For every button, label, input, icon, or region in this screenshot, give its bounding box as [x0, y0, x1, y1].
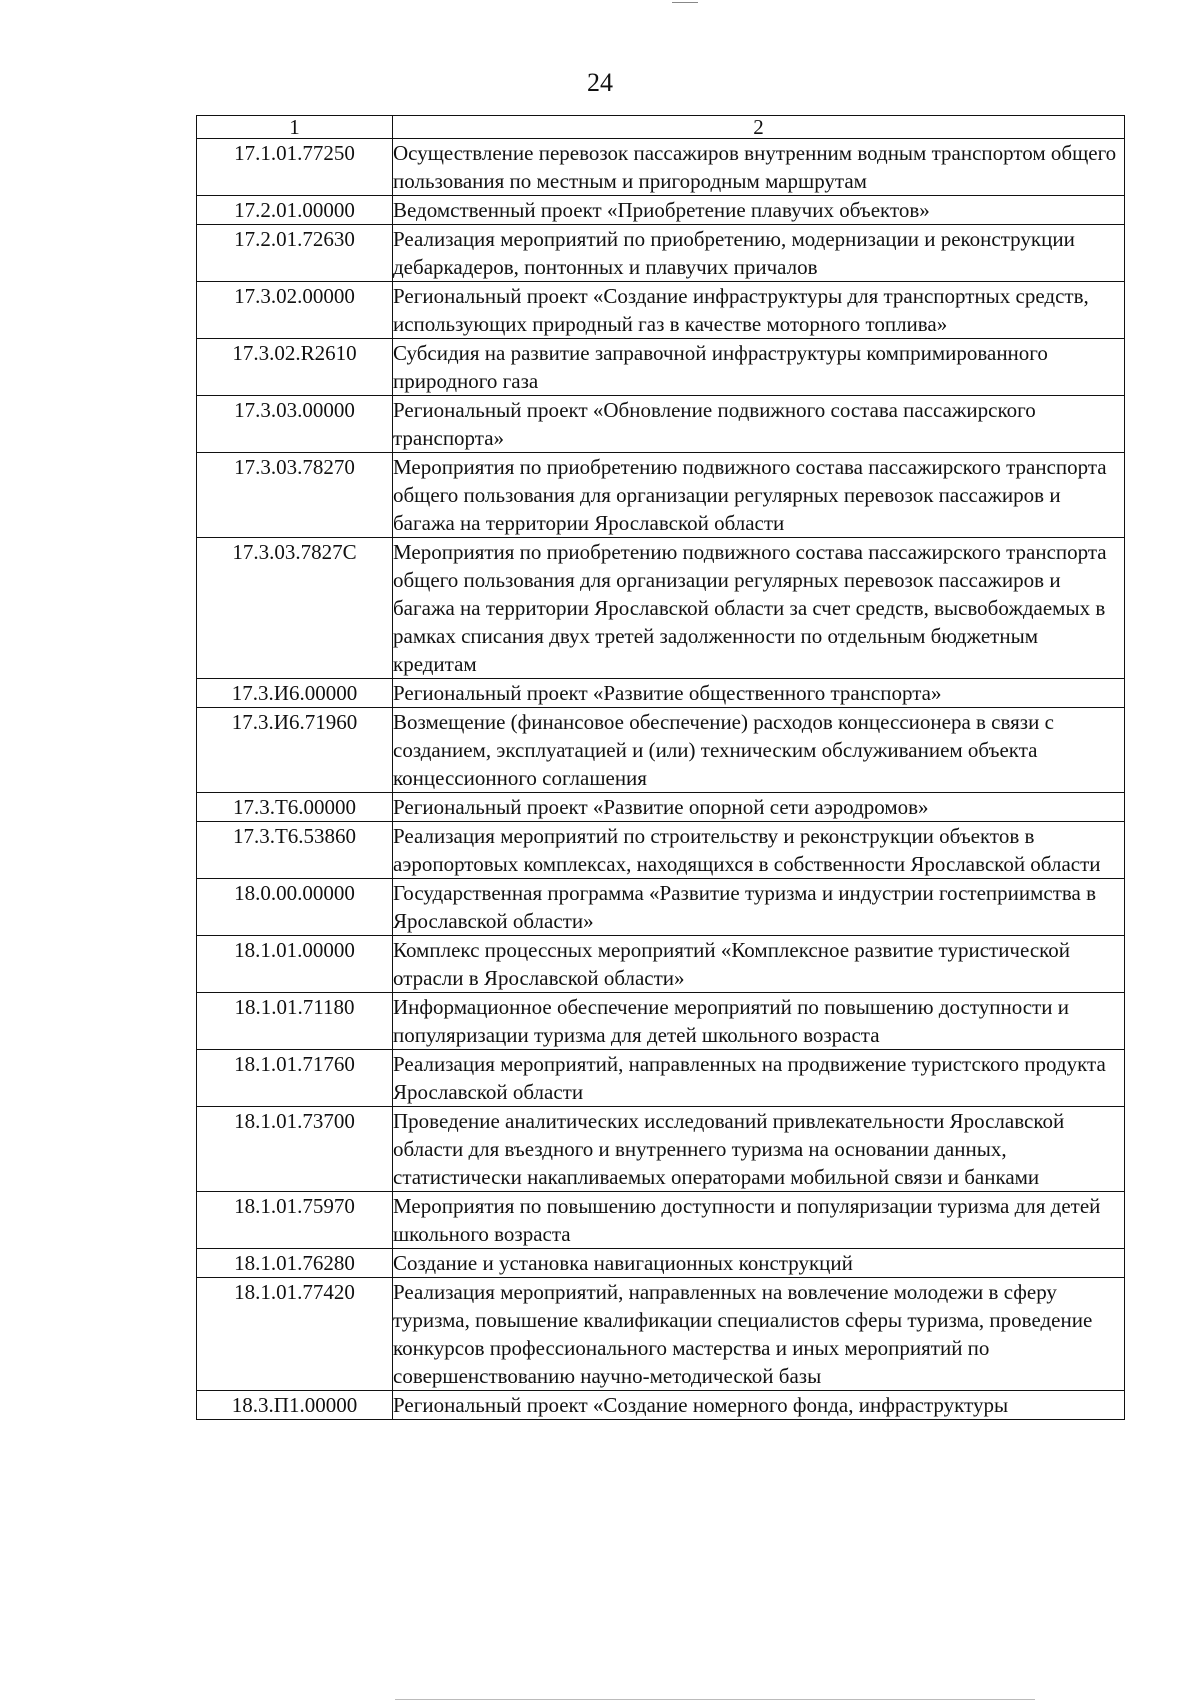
page-number: 24: [587, 68, 613, 97]
row-description: Реализация мероприятий по приобретению, модернизации и реконструкции дебаркадеров, понтонных и плавучих причалов: [393, 225, 1125, 282]
row-code: 17.3.02.R2610: [197, 339, 393, 396]
row-description: Реализация мероприятий, направленных на вовлечение молодежи в сферу туризма, повышение квалификации специалистов сферы туризма, проведение конкурсов профессионального мастерства и иных мероприятий по совершенствованию научно-методической базы: [393, 1278, 1125, 1391]
row-code: 17.1.01.77250: [197, 139, 393, 196]
table-row: [197, 139, 1125, 196]
scan-mark-top: [672, 2, 698, 3]
row-description: Субсидия на развитие заправочной инфраструктуры компримированного природного газа: [393, 339, 1125, 396]
row-code: 17.3.И6.00000: [197, 679, 393, 708]
table-row: [197, 708, 1125, 793]
row-description: Мероприятия по повышению доступности и популяризации туризма для детей школьного возраста: [393, 1192, 1125, 1249]
row-description: Региональный проект «Создание номерного фонда, инфраструктуры: [393, 1391, 1125, 1420]
row-description: Информационное обеспечение мероприятий по повышению доступности и популяризации туризма для детей школьного возраста: [393, 993, 1125, 1050]
table-row: [197, 1249, 1125, 1278]
row-description: Ведомственный проект «Приобретение плавучих объектов»: [393, 196, 1125, 225]
row-description: Мероприятия по приобретению подвижного состава пассажирского транспорта общего пользования для организации регулярных перевозок пассажиров и багажа на территории Ярославской области: [393, 453, 1125, 538]
row-description: Региональный проект «Обновление подвижного состава пассажирского транспорта»: [393, 396, 1125, 453]
row-description: Проведение аналитических исследований привлекательности Ярославской области для въездного и внутреннего туризма на основании данных, статистически накапливаемых операторами мобильной связи и банками: [393, 1107, 1125, 1192]
row-description: Реализация мероприятий по строительству и реконструкции объектов в аэропортовых комплексах, находящихся в собственности Ярославской области: [393, 822, 1125, 879]
row-code: 18.3.П1.00000: [197, 1391, 393, 1420]
header-col-2: 2: [393, 116, 1125, 139]
row-description: Осуществление перевозок пассажиров внутренним водным транспортом общего пользования по местным и пригородным маршрутам: [393, 139, 1125, 196]
row-description: Реализация мероприятий, направленных на продвижение туристского продукта Ярославской области: [393, 1050, 1125, 1107]
classification-table: [196, 115, 1125, 1420]
row-code: 18.1.01.71760: [197, 1050, 393, 1107]
row-code: 17.3.Т6.00000: [197, 793, 393, 822]
row-code: 17.3.03.00000: [197, 396, 393, 453]
table-row: [197, 793, 1125, 822]
table-row: [197, 1107, 1125, 1192]
table-row: [197, 538, 1125, 679]
row-description: Региональный проект «Развитие опорной сети аэродромов»: [393, 793, 1125, 822]
table-row: [197, 282, 1125, 339]
row-code: 18.0.00.00000: [197, 879, 393, 936]
table-row: [197, 339, 1125, 396]
row-code: 17.3.И6.71960: [197, 708, 393, 793]
row-description: Возмещение (финансовое обеспечение) расходов концессионера в связи с созданием, эксплуатацией и (или) техническим обслуживанием объекта концессионного соглашения: [393, 708, 1125, 793]
row-code: 17.2.01.00000: [197, 196, 393, 225]
row-description: Региональный проект «Создание инфраструктуры для транспортных средств, использующих природный газ в качестве моторного топлива»: [393, 282, 1125, 339]
row-code: 18.1.01.77420: [197, 1278, 393, 1391]
scan-mark-bottom: [395, 1699, 1035, 1700]
row-code: 18.1.01.75970: [197, 1192, 393, 1249]
row-description: Региональный проект «Развитие общественного транспорта»: [393, 679, 1125, 708]
row-code: 18.1.01.71180: [197, 993, 393, 1050]
row-code: 18.1.01.00000: [197, 936, 393, 993]
row-code: 17.2.01.72630: [197, 225, 393, 282]
row-description: Мероприятия по приобретению подвижного состава пассажирского транспорта общего пользования для организации регулярных перевозок пассажиров и багажа на территории Ярославской области за счет средств, высвобождаемых в рамках списания двух третей задолженности по отдельным бюджетным кредитам: [393, 538, 1125, 679]
row-code: 17.3.Т6.53860: [197, 822, 393, 879]
row-code: 17.3.03.78270: [197, 453, 393, 538]
table-row: [197, 1050, 1125, 1107]
table-row: [197, 225, 1125, 282]
table-row: [197, 1391, 1125, 1420]
header-row: [197, 116, 1125, 139]
table-row: [197, 679, 1125, 708]
table-row: [197, 453, 1125, 538]
row-code: 17.3.03.7827С: [197, 538, 393, 679]
table-row: [197, 196, 1125, 225]
row-code: 18.1.01.76280: [197, 1249, 393, 1278]
table-row: [197, 822, 1125, 879]
table-row: [197, 1278, 1125, 1391]
row-description: Государственная программа «Развитие туризма и индустрии гостеприимства в Ярославской области»: [393, 879, 1125, 936]
row-code: 17.3.02.00000: [197, 282, 393, 339]
row-code: 18.1.01.73700: [197, 1107, 393, 1192]
row-description: Создание и установка навигационных конструкций: [393, 1249, 1125, 1278]
table-row: [197, 879, 1125, 936]
row-description: Комплекс процессных мероприятий «Комплексное развитие туристической отрасли в Ярославской области»: [393, 936, 1125, 993]
table-row: [197, 993, 1125, 1050]
table-row: [197, 936, 1125, 993]
table-row: [197, 396, 1125, 453]
table-row: [197, 1192, 1125, 1249]
header-col-1: 1: [197, 116, 393, 139]
